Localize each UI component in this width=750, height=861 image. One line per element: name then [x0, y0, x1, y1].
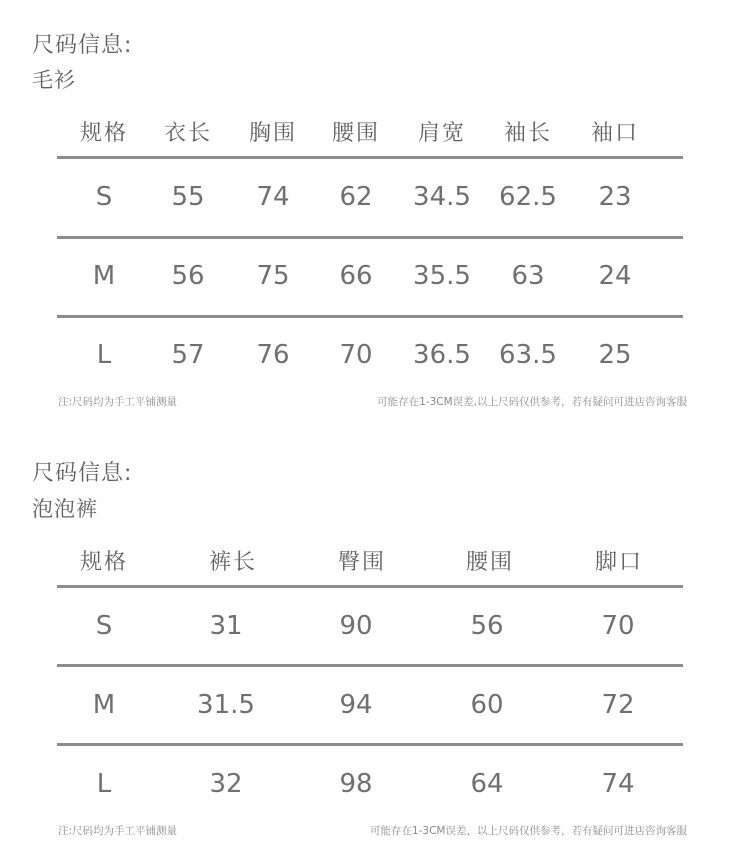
- table-cell: 31: [209, 611, 243, 641]
- table-cell: 24: [598, 261, 632, 291]
- table-cell: 60: [470, 690, 504, 720]
- header-cell: 衣长: [163, 121, 212, 146]
- size-label-cell: M: [92, 690, 116, 720]
- size-label-cell: S: [95, 611, 113, 641]
- size-label-cell: L: [96, 340, 112, 370]
- table-divider: [57, 315, 683, 318]
- header-cell: 臀围: [337, 550, 386, 575]
- section-1-heading: 尺码信息:: [32, 33, 133, 58]
- size-label-cell: S: [95, 182, 113, 212]
- tolerance-note: 可能存在1-3CM误差，以上尺码仅供参考，若有疑问可进店咨询客服: [369, 825, 687, 837]
- table-cell: 32: [209, 769, 243, 799]
- table-cell: 75: [256, 261, 290, 291]
- table-cell: 31.5: [197, 690, 255, 720]
- table-divider: [57, 664, 683, 667]
- table-cell: 64: [470, 769, 504, 799]
- table-cell: 62.5: [499, 182, 557, 212]
- table-cell: 23: [598, 182, 632, 212]
- table-cell: 94: [339, 690, 373, 720]
- section-2-heading: 尺码信息:: [32, 461, 133, 486]
- header-cell: 腰围: [331, 121, 380, 146]
- size-label-cell: M: [92, 261, 116, 291]
- header-cell: 袖口: [590, 121, 639, 146]
- header-cell: 肩宽: [417, 121, 466, 146]
- table-divider: [57, 236, 683, 239]
- table-cell: 34.5: [413, 182, 471, 212]
- table-cell: 56: [171, 261, 205, 291]
- header-cell: 胸围: [248, 121, 297, 146]
- table-cell: 56: [470, 611, 504, 641]
- header-cell: 腰围: [465, 550, 514, 575]
- measurement-note: 注:尺码均为手工平铺测量: [58, 825, 178, 837]
- table-cell: 98: [339, 769, 373, 799]
- header-cell: 袖长: [503, 121, 552, 146]
- header-cell: 规格: [79, 121, 128, 146]
- table-cell: 72: [601, 690, 635, 720]
- table-cell: 25: [598, 340, 632, 370]
- table-cell: 55: [171, 182, 205, 212]
- header-cell: 脚口: [594, 550, 643, 575]
- section-2-product-name: 泡泡裤: [32, 497, 98, 521]
- header-cell: 裤长: [208, 550, 257, 575]
- table-divider: [57, 156, 683, 159]
- table-cell: 63: [511, 261, 545, 291]
- table-cell: 70: [339, 340, 373, 370]
- table-cell: 62: [339, 182, 373, 212]
- table-divider: [57, 743, 683, 746]
- table-divider: [57, 585, 683, 588]
- table-cell: 35.5: [413, 261, 471, 291]
- table-cell: 76: [256, 340, 290, 370]
- measurement-note: 注:尺码均为手工平铺测量: [58, 396, 178, 408]
- table-cell: 74: [601, 769, 635, 799]
- size-label-cell: L: [96, 769, 112, 799]
- table-cell: 36.5: [413, 340, 471, 370]
- tolerance-note: 可能存在1-3CM误差,以上尺码仅供参考，若有疑问可进店咨询客服: [377, 396, 687, 408]
- table-cell: 70: [601, 611, 635, 641]
- table-cell: 74: [256, 182, 290, 212]
- table-cell: 66: [339, 261, 373, 291]
- table-cell: 90: [339, 611, 373, 641]
- header-cell: 规格: [79, 550, 128, 575]
- section-1-product-name: 毛衫: [32, 68, 76, 92]
- table-cell: 63.5: [499, 340, 557, 370]
- table-cell: 57: [171, 340, 205, 370]
